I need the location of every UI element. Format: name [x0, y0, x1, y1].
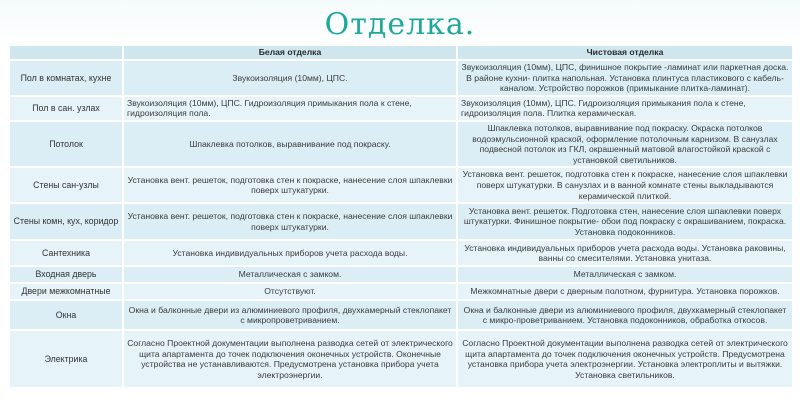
white-finish-cell: Установка индивидуальных приборов учета расхода воды. [124, 241, 456, 265]
header-final-finish: Чистовая отделка [458, 46, 792, 59]
finishing-table [8, 44, 794, 389]
row-label: Окна [10, 301, 122, 329]
row-label: Стены комн, кух, коридор [10, 204, 122, 239]
final-finish-cell: Установка вент. решеток. Подготовка стен, нанесение слоя шпаклевки поверх штукатурки. Финишное покрытие- обои под покраску с окрашиванием, покраска. Установка подоконников. [458, 204, 792, 239]
white-finish-cell: Звукоизоляция (10мм), ЦПС. [124, 61, 456, 95]
final-finish-cell: Металлическая с замком. [458, 267, 792, 282]
white-finish-cell: Установка вент. решеток, подготовка стен к покраске, нанесение слоя шпаклевки поверх штукатурки. [124, 204, 456, 239]
white-finish-cell: Согласно Проектной документации выполнена разводка сетей от электрического щита апартамента до точек подключения оконечных устройств. Оконечные устройства не устанавливаются. Предусмотрена установка прибора учета электроэнергии. [124, 331, 456, 387]
final-finish-cell: Звукоизоляция (10мм), ЦПС, финишное покрытие -ламинат или паркетная доска. В районе кухни- плитка напольная. Установка плинтуса пластикового с кабель-каналом. Устройство порожков (примыкание плитка-ламинат). [458, 61, 792, 95]
table-row [10, 204, 792, 239]
final-finish-cell: Согласно Проектной документации выполнена разводка сетей от электрического щита апартамента до точек подключения оконечных устройств. Предусмотрена установка прибора учета электроэнергии. Установка электроплиты и вытяжки. Установка светильников. [458, 331, 792, 387]
row-label: Пол в комнатах, кухне [10, 61, 122, 95]
final-finish-cell: Межкомнатные двери с дверным полотном, фурнитура. Установка порожков. [458, 284, 792, 299]
row-label: Потолок [10, 122, 122, 166]
white-finish-cell: Отсутствуют. [124, 284, 456, 299]
row-label: Электрика [10, 331, 122, 387]
final-finish-cell: Установка индивидуальных приборов учета расхода воды. Установка раковины, ванны со смесителями. Установка унитаза. [458, 241, 792, 265]
white-finish-cell: Установка вент. решеток, подготовка стен к покраске, нанесение слоя шпаклевки поверх штукатурки. [124, 168, 456, 202]
table-row [10, 61, 792, 95]
table-header-row [10, 46, 792, 59]
final-finish-cell: Звукоизоляция (10мм), ЦПС. Гидроизоляция примыкания пола к стене, гидроизоляция пола. Плитка керамическая. [458, 97, 792, 120]
final-finish-cell: Шпаклевка потолков, выравнивание под покраску. Окраска потолков водоэмульсионной краской, оформление потолочным карнизом. В санузлах подвесной потолок из ГКЛ, окрашенный матовой влагостойкой краской с установкой светильников. [458, 122, 792, 166]
table-row [10, 168, 792, 202]
page-title: Отделка. [324, 7, 476, 42]
table-row [10, 97, 792, 120]
row-label: Стены сан-узлы [10, 168, 122, 202]
table-row [10, 284, 792, 299]
row-label: Двери межкомнатные [10, 284, 122, 299]
row-label: Сантехника [10, 241, 122, 265]
header-corner [10, 46, 122, 59]
table-row [10, 122, 792, 166]
white-finish-cell: Окна и балконные двери из алюминиевого профиля, двухкамерный стеклопакет с микропроветриванием. [124, 301, 456, 329]
table-row [10, 331, 792, 387]
table-row [10, 241, 792, 265]
final-finish-cell: Окна и балконные двери из алюминиевого профиля, двухкамерный стеклопакет с микро-проветриванием. Установка подоконников, обработка откосов. [458, 301, 792, 329]
row-label: Пол в сан. узлах [10, 97, 122, 120]
table-row [10, 301, 792, 329]
final-finish-cell: Установка вент. решеток, подготовка стен к покраске, нанесение слоя шпаклевки поверх штукатурки. В санузлах и в ванной комнате стены выкладываются керамической плиткой. [458, 168, 792, 202]
row-label: Входная дверь [10, 267, 122, 282]
white-finish-cell: Металлическая с замком. [124, 267, 456, 282]
white-finish-cell: Шпаклевка потолков, выравнивание под покраску. [124, 122, 456, 166]
white-finish-cell: Звукоизоляция (10мм), ЦПС. Гидроизоляция примыкания пола к стене, гидроизоляция пола. [124, 97, 456, 120]
header-white-finish: Белая отделка [124, 46, 456, 59]
table-row [10, 267, 792, 282]
